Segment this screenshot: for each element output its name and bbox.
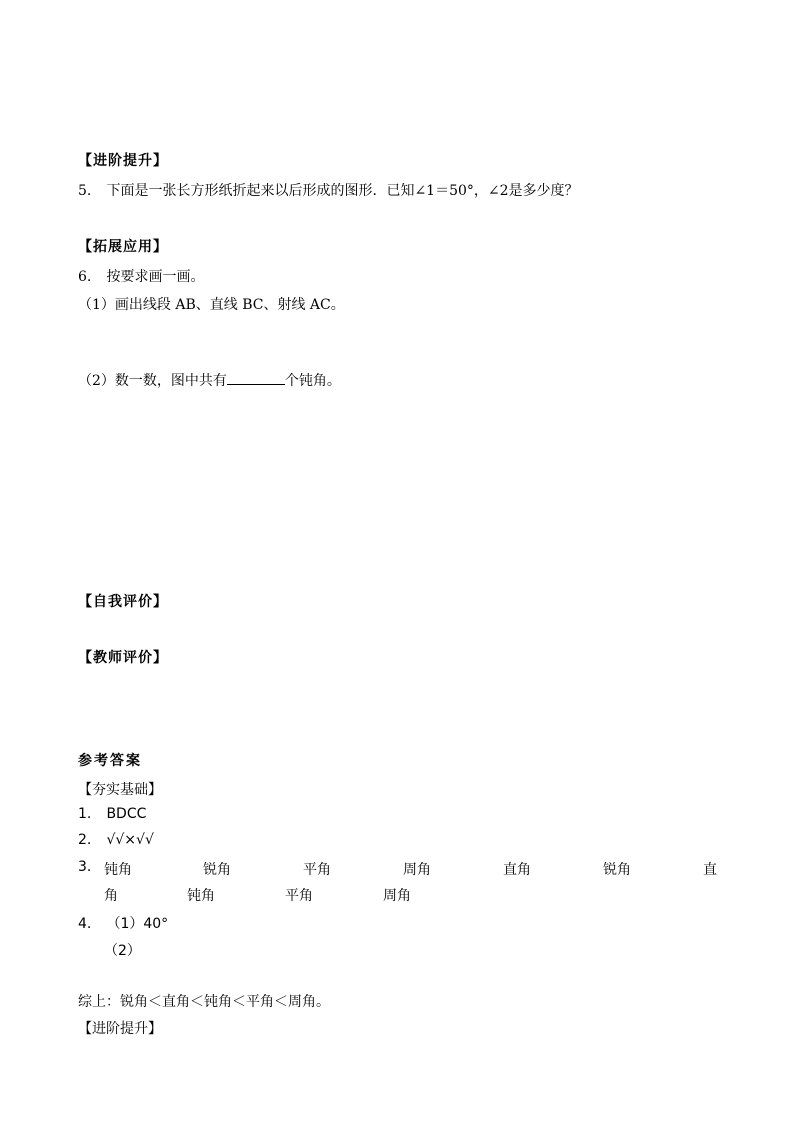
part-2-prefix: （2）数一数，图中共有 (78, 373, 227, 389)
answers-summary: 综上：锐角＜直角＜钝角＜平角＜周角。 (78, 994, 330, 1010)
question-number: 6. (78, 269, 92, 285)
answers-title: 参考答案 (78, 753, 142, 769)
answers-advanced-header: 【进阶提升】 (78, 1021, 162, 1037)
answer-1 (78, 806, 146, 822)
answer-number: 2. (78, 832, 92, 848)
answer-3-item: 周角 (383, 888, 411, 904)
question-5 (78, 180, 579, 200)
answer-3-item: 平角 (303, 862, 331, 878)
section-header-self-evaluation: 【自我评价】 (78, 594, 168, 610)
answer-3-item: 角 (104, 888, 118, 904)
answer-4 (78, 913, 168, 933)
question-6 (78, 266, 204, 286)
question-number: 5. (78, 183, 92, 199)
answer-text: BDCC (106, 806, 147, 822)
question-6-part-2 (78, 370, 341, 390)
answer-3-number: 3. (78, 859, 92, 875)
answer-3-item: 钝角 (104, 862, 132, 878)
answer-3-item: 平角 (285, 888, 313, 904)
answer-4-part-1: （1）40° (106, 916, 169, 932)
question-text: 按要求画一画。 (106, 269, 205, 285)
question-6-part-1: （1）画出线段 AB、直线 BC、射线 AC。 (78, 297, 345, 313)
answer-3-item: 直 (703, 862, 717, 878)
answer-number: 1. (78, 806, 92, 822)
section-header-teacher-evaluation: 【教师评价】 (78, 650, 168, 666)
answer-3-item: 直角 (503, 862, 531, 878)
part-2-suffix: 个钝角。 (284, 373, 341, 389)
answer-3-item: 钝角 (187, 888, 215, 904)
answer-3-item: 锐角 (203, 862, 231, 878)
answer-4-part-2: （2） (104, 943, 141, 959)
answer-3-item: 周角 (403, 862, 431, 878)
section-header-extension: 【拓展应用】 (78, 239, 168, 255)
question-text: 下面是一张长方形纸折起来以后形成的图形．已知∠1＝50°，∠2是多少度？ (106, 183, 579, 199)
answer-2 (78, 832, 154, 848)
answer-text: √√×√√ (106, 832, 154, 848)
section-header-advanced: 【进阶提升】 (78, 153, 168, 169)
answer-blank (227, 372, 285, 385)
answer-3-item: 锐角 (603, 862, 631, 878)
answer-number: 4. (78, 916, 92, 932)
answers-basics-header: 【夯实基础】 (78, 782, 162, 798)
